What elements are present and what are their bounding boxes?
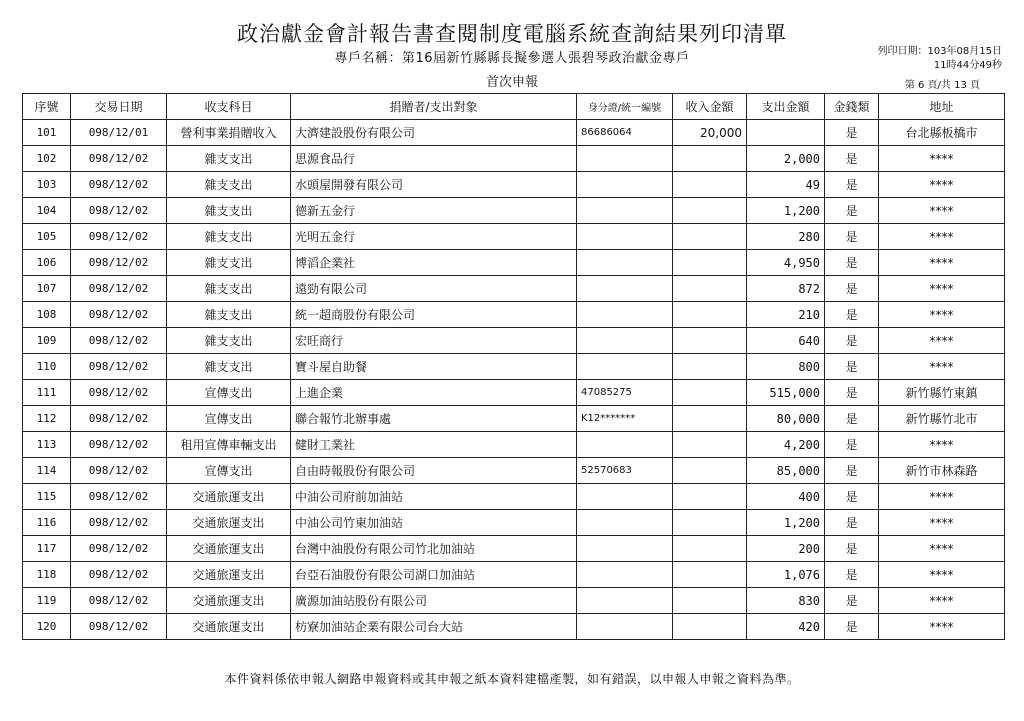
cell-id: [577, 302, 673, 328]
page-indicator: 第 6 頁/共 13 頁: [904, 80, 980, 91]
cell-id: [577, 562, 673, 588]
cell-date: 098/12/02: [71, 250, 167, 276]
cell-seq: 106: [23, 250, 71, 276]
cell-expense: 4,200: [747, 432, 825, 458]
cell-party: 宏旺商行: [291, 328, 577, 354]
cell-income: [673, 510, 747, 536]
cell-expense: [747, 120, 825, 146]
cell-party: 博滔企業社: [291, 250, 577, 276]
cell-date: 098/12/02: [71, 276, 167, 302]
cell-income: [673, 614, 747, 640]
cell-date: 098/12/02: [71, 614, 167, 640]
cell-date: 098/12/02: [71, 536, 167, 562]
cell-party: 德新五金行: [291, 198, 577, 224]
cell-seq: 117: [23, 536, 71, 562]
cell-party: 水頭屋開發有限公司: [291, 172, 577, 198]
cell-id: 47085275: [577, 380, 673, 406]
cell-party: 光明五金行: [291, 224, 577, 250]
cell-seq: 111: [23, 380, 71, 406]
cell-category: 交通旅運支出: [167, 588, 291, 614]
cell-income: [673, 224, 747, 250]
cell-date: 098/12/02: [71, 484, 167, 510]
cell-id: [577, 432, 673, 458]
cell-cash: 是: [825, 510, 879, 536]
cell-category: 雜支支出: [167, 224, 291, 250]
table-row: [23, 328, 1005, 354]
cell-expense: 1,200: [747, 198, 825, 224]
cell-category: 雜支支出: [167, 302, 291, 328]
cell-id: 52570683: [577, 458, 673, 484]
cell-category: 雜支支出: [167, 250, 291, 276]
table-row: [23, 406, 1005, 432]
cell-expense: 280: [747, 224, 825, 250]
cell-seq: 105: [23, 224, 71, 250]
cell-address: ****: [879, 146, 1005, 172]
cell-cash: 是: [825, 380, 879, 406]
cell-address: ****: [879, 562, 1005, 588]
cell-seq: 110: [23, 354, 71, 380]
table-row: [23, 354, 1005, 380]
column-header-cash: 金錢類: [825, 94, 879, 120]
cell-address: 新竹縣竹東鎮: [879, 380, 1005, 406]
cell-expense: 640: [747, 328, 825, 354]
cell-category: 宣傳支出: [167, 458, 291, 484]
cell-party: 廣源加油站股份有限公司: [291, 588, 577, 614]
cell-seq: 102: [23, 146, 71, 172]
column-header-category: 收支科目: [167, 94, 291, 120]
cell-party: 枋寮加油站企業有限公司台大站: [291, 614, 577, 640]
cell-expense: 1,076: [747, 562, 825, 588]
cell-income: [673, 354, 747, 380]
cell-cash: 是: [825, 146, 879, 172]
cell-address: 台北縣板橋市: [879, 120, 1005, 146]
cell-address: ****: [879, 198, 1005, 224]
cell-cash: 是: [825, 250, 879, 276]
cell-cash: 是: [825, 172, 879, 198]
cell-seq: 119: [23, 588, 71, 614]
cell-id: [577, 510, 673, 536]
cell-party: 台灣中油股份有限公司竹北加油站: [291, 536, 577, 562]
cell-income: 20,000: [673, 120, 747, 146]
column-header-date: 交易日期: [71, 94, 167, 120]
cell-address: ****: [879, 536, 1005, 562]
cell-date: 098/12/02: [71, 406, 167, 432]
cell-cash: 是: [825, 354, 879, 380]
cell-address: ****: [879, 328, 1005, 354]
cell-cash: 是: [825, 536, 879, 562]
cell-category: 雜支支出: [167, 198, 291, 224]
column-header-seq: 序號: [23, 94, 71, 120]
table-row: [23, 120, 1005, 146]
report-type: 首次申報: [485, 75, 538, 90]
cell-income: [673, 432, 747, 458]
cell-date: 098/12/02: [71, 510, 167, 536]
cell-income: [673, 484, 747, 510]
cell-id: [577, 224, 673, 250]
cell-category: 租用宣傳車輛支出: [167, 432, 291, 458]
cell-date: 098/12/02: [71, 458, 167, 484]
cell-category: 宣傳支出: [167, 380, 291, 406]
cell-income: [673, 146, 747, 172]
cell-cash: 是: [825, 614, 879, 640]
cell-address: ****: [879, 484, 1005, 510]
cell-party: 聯合報竹北辦事處: [291, 406, 577, 432]
table-row: [23, 198, 1005, 224]
cell-cash: 是: [825, 484, 879, 510]
footer-note: 本件資料係依申報人網路申報資料或其申報之紙本資料建檔產製，如有錯誤，以申報人申報之資料為準。: [224, 672, 800, 686]
cell-expense: 210: [747, 302, 825, 328]
cell-expense: 4,950: [747, 250, 825, 276]
table-row: [23, 224, 1005, 250]
cell-date: 098/12/02: [71, 198, 167, 224]
cell-cash: 是: [825, 406, 879, 432]
account-name: 專戶名稱：第16屆新竹縣縣長擬參選人張碧琴政治獻金專戶: [334, 51, 690, 66]
cell-address: ****: [879, 250, 1005, 276]
table-row: [23, 510, 1005, 536]
cell-category: 雜支支出: [167, 146, 291, 172]
cell-cash: 是: [825, 302, 879, 328]
table-row: [23, 250, 1005, 276]
cell-income: [673, 380, 747, 406]
cell-id: [577, 146, 673, 172]
cell-expense: 85,000: [747, 458, 825, 484]
cell-address: ****: [879, 302, 1005, 328]
column-header-id: 身分證/統一編號: [577, 94, 673, 120]
table-header: [23, 94, 1005, 120]
cell-category: 雜支支出: [167, 328, 291, 354]
cell-seq: 115: [23, 484, 71, 510]
cell-date: 098/12/02: [71, 588, 167, 614]
cell-seq: 112: [23, 406, 71, 432]
table-row: [23, 432, 1005, 458]
cell-address: ****: [879, 432, 1005, 458]
cell-cash: 是: [825, 432, 879, 458]
cell-expense: 2,000: [747, 146, 825, 172]
cell-category: 交通旅運支出: [167, 614, 291, 640]
cell-party: 上進企業: [291, 380, 577, 406]
cell-income: [673, 562, 747, 588]
cell-seq: 103: [23, 172, 71, 198]
cell-income: [673, 588, 747, 614]
column-header-party: 捐贈者/支出對象: [291, 94, 577, 120]
cell-income: [673, 276, 747, 302]
cell-seq: 118: [23, 562, 71, 588]
cell-expense: 420: [747, 614, 825, 640]
cell-category: 交通旅運支出: [167, 562, 291, 588]
cell-date: 098/12/02: [71, 172, 167, 198]
table-row: [23, 380, 1005, 406]
cell-cash: 是: [825, 276, 879, 302]
cell-income: [673, 172, 747, 198]
cell-id: K12*******: [577, 406, 673, 432]
cell-date: 098/12/02: [71, 562, 167, 588]
cell-seq: 109: [23, 328, 71, 354]
cell-date: 098/12/02: [71, 146, 167, 172]
cell-party: 統一超商股份有限公司: [291, 302, 577, 328]
cell-id: 86686064: [577, 120, 673, 146]
cell-party: 自由時報股份有限公司: [291, 458, 577, 484]
cell-date: 098/12/02: [71, 302, 167, 328]
cell-id: [577, 536, 673, 562]
table-row: [23, 302, 1005, 328]
cell-address: ****: [879, 588, 1005, 614]
cell-category: 雜支支出: [167, 354, 291, 380]
cell-date: 098/12/02: [71, 380, 167, 406]
cell-expense: 400: [747, 484, 825, 510]
cell-party: 遠勁有限公司: [291, 276, 577, 302]
table-row: [23, 484, 1005, 510]
cell-seq: 116: [23, 510, 71, 536]
cell-category: 交通旅運支出: [167, 484, 291, 510]
cell-seq: 108: [23, 302, 71, 328]
cell-seq: 104: [23, 198, 71, 224]
cell-id: [577, 614, 673, 640]
table-row: [23, 172, 1005, 198]
cell-date: 098/12/02: [71, 328, 167, 354]
cell-expense: 872: [747, 276, 825, 302]
table-row: [23, 562, 1005, 588]
cell-date: 098/12/02: [71, 354, 167, 380]
cell-party: 中油公司府前加油站: [291, 484, 577, 510]
cell-address: ****: [879, 354, 1005, 380]
cell-income: [673, 250, 747, 276]
cell-category: 雜支支出: [167, 172, 291, 198]
cell-expense: 515,000: [747, 380, 825, 406]
cell-address: ****: [879, 510, 1005, 536]
cell-category: 宣傳支出: [167, 406, 291, 432]
header-row: [23, 94, 1005, 120]
cell-party: 大濟建設股份有限公司: [291, 120, 577, 146]
cell-address: ****: [879, 224, 1005, 250]
column-header-expense: 支出金額: [747, 94, 825, 120]
cell-id: [577, 172, 673, 198]
cell-expense: 200: [747, 536, 825, 562]
cell-seq: 101: [23, 120, 71, 146]
cell-date: 098/12/02: [71, 224, 167, 250]
cell-category: 雜支支出: [167, 276, 291, 302]
cell-income: [673, 328, 747, 354]
cell-address: ****: [879, 614, 1005, 640]
cell-cash: 是: [825, 562, 879, 588]
cell-address: 新竹縣竹北市: [879, 406, 1005, 432]
document-title: 政治獻金會計報告書查閱制度電腦系統查詢結果列印清單: [237, 22, 787, 46]
table-row: [23, 536, 1005, 562]
cell-income: [673, 198, 747, 224]
cell-id: [577, 198, 673, 224]
cell-id: [577, 354, 673, 380]
cell-expense: 49: [747, 172, 825, 198]
cell-date: 098/12/02: [71, 432, 167, 458]
cell-cash: 是: [825, 120, 879, 146]
cell-party: 思源食品行: [291, 146, 577, 172]
cell-seq: 120: [23, 614, 71, 640]
cell-seq: 114: [23, 458, 71, 484]
table-row: [23, 458, 1005, 484]
cell-expense: 830: [747, 588, 825, 614]
cell-party: 台亞石油股份有限公司湖口加油站: [291, 562, 577, 588]
cell-cash: 是: [825, 224, 879, 250]
table-row: [23, 614, 1005, 640]
cell-income: [673, 406, 747, 432]
cell-income: [673, 536, 747, 562]
cell-address: 新竹市林森路: [879, 458, 1005, 484]
cell-cash: 是: [825, 198, 879, 224]
transactions-table: [22, 93, 1005, 640]
cell-party: 寶斗屋自助餐: [291, 354, 577, 380]
cell-income: [673, 458, 747, 484]
cell-address: ****: [879, 172, 1005, 198]
cell-party: 中油公司竹東加油站: [291, 510, 577, 536]
cell-expense: 1,200: [747, 510, 825, 536]
cell-seq: 107: [23, 276, 71, 302]
cell-id: [577, 484, 673, 510]
cell-cash: 是: [825, 588, 879, 614]
cell-category: 交通旅運支出: [167, 510, 291, 536]
cell-income: [673, 302, 747, 328]
cell-address: ****: [879, 276, 1005, 302]
cell-seq: 113: [23, 432, 71, 458]
cell-id: [577, 588, 673, 614]
table-body: [23, 120, 1005, 640]
column-header-income: 收入金額: [673, 94, 747, 120]
table-row: [23, 588, 1005, 614]
cell-expense: 800: [747, 354, 825, 380]
cell-id: [577, 250, 673, 276]
cell-date: 098/12/01: [71, 120, 167, 146]
cell-party: 健財工業社: [291, 432, 577, 458]
cell-id: [577, 276, 673, 302]
table-row: [23, 146, 1005, 172]
column-header-address: 地址: [879, 94, 1005, 120]
cell-id: [577, 328, 673, 354]
print-time: 11時44分49秒: [933, 60, 1002, 71]
cell-category: 交通旅運支出: [167, 536, 291, 562]
cell-cash: 是: [825, 458, 879, 484]
cell-category: 營利事業捐贈收入: [167, 120, 291, 146]
table-row: [23, 276, 1005, 302]
cell-expense: 80,000: [747, 406, 825, 432]
print-date: 列印日期：103年08月15日: [877, 46, 1002, 57]
cell-cash: 是: [825, 328, 879, 354]
